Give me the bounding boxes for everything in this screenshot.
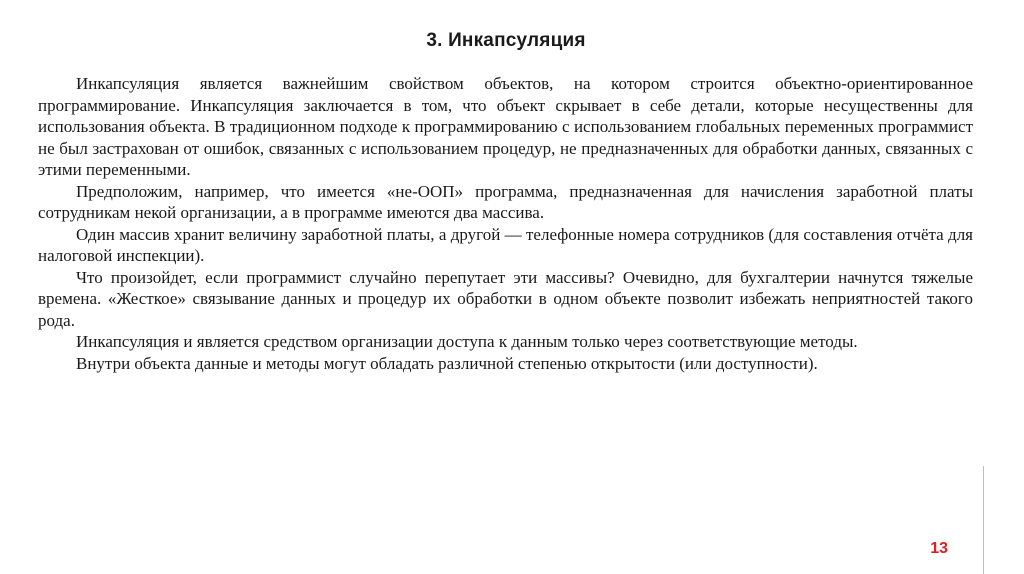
- paragraph-mixup-consequences: Что произойдет, если программист случайно перепутает эти массивы? Очевидно, для бухгалтерии начнутся тяжелые времена. «Жесткое» связывание данных и процедур их обработки в одном объекте позволит избежать неприятностей такого рода.: [38, 267, 973, 330]
- paragraph-access-control: Инкапсуляция и является средством организации доступа к данным только через соответствующие методы.: [76, 332, 858, 351]
- decorative-divider: [983, 466, 984, 574]
- paragraph-encapsulation-definition: Инкапсуляция является важнейшим свойством объектов, на котором строится объектно-ориентированное программирование. Инкапсуляция заключается в том, что объект скрывает в себе детали, которые несущественны для использования объекта. В традиционном подходе к программированию с использованием глобальных переменных программист не был застрахован от ошибок, связанных с использованием процедур, не предназначенных для обработки данных, связанных с этими переменными.: [38, 74, 973, 179]
- page-number: 13: [930, 540, 948, 557]
- body-text: [38, 73, 973, 374]
- paragraph-openness: Внутри объекта данные и методы могут обладать различной степенью открытости (или доступности).: [76, 353, 818, 373]
- paragraph-arrays: Один массив хранит величину заработной платы, а другой — телефонные номера сотрудников (для составления отчёта для налоговой инспекции).: [38, 224, 973, 265]
- slide-title: 3. Инкапсуляция: [426, 30, 586, 51]
- paragraph-example-program: Предположим, например, что имеется «не-ООП» программа, предназначенная для начисления заработной платы сотрудникам некой организации, а в программе имеются два массива.: [38, 181, 973, 222]
